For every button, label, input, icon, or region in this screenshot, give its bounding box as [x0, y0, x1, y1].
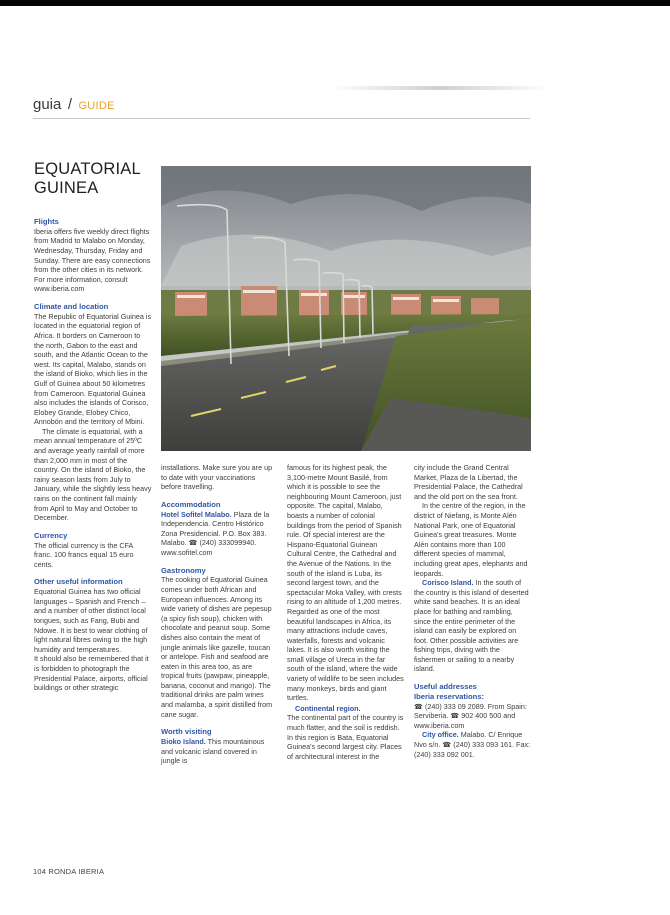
other-info-text-2: It should also be remembered that it is forbidden to photograph the Presidential Palace, airports, official buildings or other strategic	[34, 654, 149, 693]
header-rule	[33, 118, 530, 119]
top-black-bar	[0, 0, 670, 6]
iberia-reservations-heading: Iberia reservations:	[414, 691, 485, 701]
climate-heading: Climate and location	[34, 301, 109, 311]
continental-heading: Continental region.	[295, 703, 361, 713]
city-office-text: Malabo. C/ Enrique Nvo s/n. ☎ (240) 333 093 161. Fax: (240) 333 092 001.	[414, 730, 531, 759]
vaccination-text: installations. Make sure you are up to date with your vaccinations before travelling.	[161, 463, 273, 492]
useful-addresses-heading: Useful addresses	[414, 682, 477, 692]
column-1	[34, 217, 152, 693]
hotel-name: Hotel Sofitel Malabo.	[161, 509, 232, 519]
other-info-text-1: Equatorial Guinea has two official languages – Spanish and French – and a number of other distinct local tongues, such as Fang, Bubi and Ndowe. It is best to wear clothing of light natural fibres owing to the high humidity and temperatures.	[34, 587, 148, 654]
hotel-details: Plaza de la Independencia. Centro Histórico Zona Presidencial. P.O. Box 383. Malabo. ☎ (240) 333099940. www.sofitel.com	[161, 509, 270, 557]
street-photo	[161, 166, 531, 451]
bioko-heading: Bioko Island.	[161, 737, 206, 747]
page-fold-shadow	[330, 86, 550, 90]
page-title: EQUATORIAL GUINEA	[34, 160, 141, 197]
continental-text: The continental part of the country is much flatter, and the soil is reddish. In this region is Bata, Equatorial Guinea's second largest city. Places of architectural interest in the	[287, 713, 404, 761]
section-label-en: GUIDE	[78, 100, 115, 112]
bioko-continued-text: famous for its highest peak, the 3,100-metre Mount Basilé, from which it is possible to see the neighbouring Mount Cameroon, just opposite. The capital, Malabo, boasts a number of colonial buildings from the period of Spanish rule. Of special interest are the Hispano-Equatorial Guinean Cultural Centre, the Cathedral and the Avenue of the Nations. In the south of the island is Luba, its second largest town, and the spectacular Moka Valley, with crests rising to an altitude of 1,200 metres. Regarded as one of the most beautiful landscapes in Africa, its many attractions include caves, waterfalls, forests and volcanic lakes. It is also worth visiting the small village of Ureca in the far south of the island, where the wide variety of wildlife to be seen includes many monkeys, birds and giant turtles.	[287, 463, 404, 703]
section-label: guia	[33, 96, 62, 113]
worth-visiting-heading: Worth visiting	[161, 727, 212, 737]
gastronomy-text: The cooking of Equatorial Guinea comes under both African and European influences. Among its wide variety of dishes are pepesup (a spicy fish soup), chicken with chocolate and peanut soup. Some dishes also contain the meat of jungle animals like gazelle, toucan or antelope. Fish and seafood are eaten in this area too, as are tropical fruits (pawpaw, pineapple, banana, coconut and mango). The traditional drinks are palm wines and malamba, a spirit distilled from cane sugar.	[161, 575, 273, 719]
climate-text-1: The Republic of Equatorial Guinea is located in the equatorial region of Africa. It borders on Cameroon to the north, Gabon to the east and south, and the Atlantic Ocean to the west. Its capital, Malabo, stands on the island of Bioko, which lies in the Gulf of Guinea about 50 kilometres from Cameroon. Equatorial Guinea also includes the islands of Corisco, Elobey Grande, Elobey Chico, Annobón and the territory of Mbini.	[34, 311, 152, 427]
currency-heading: Currency	[34, 530, 68, 540]
niefang-text: In the centre of the region, in the district of Niefang, is Monte Alén National Park, one of Equatorial Guinea's great treasures. Monte Alén contains more than 100 different species of mammal, including great apes, elephants and leopards.	[414, 501, 528, 578]
flights-heading: Flights	[34, 217, 59, 226]
column-2	[161, 463, 276, 766]
section-separator: /	[67, 96, 72, 113]
other-info-heading: Other useful information	[34, 577, 123, 587]
climate-text-2: The climate is equatorial, with a mean annual temperature of 25ºC and average yearly rainfall of more than 2,000 mm in most of the country. On the island of Bioko, the rainy season lasts from July to January, while the slightly less heavy rains on the continent fall mainly from April to May and October to December.	[34, 426, 152, 523]
gastronomy-heading: Gastronomy	[161, 565, 206, 575]
bata-text: city include the Grand Central Market, Plaza de la Libertad, the Presidential Palace, the Cathedral and the old port on the sea front.	[414, 463, 523, 501]
column-3	[287, 463, 404, 761]
corisco-text: In the south of the country is this island of deserted white sand beaches. It is an ideal place for bathing and rambling, since the entire perimeter of the island can easily be explored on foot. Other possible activities are fishing trips, diving with the fishermen or sailing to a nearby island.	[414, 578, 529, 674]
bioko-text: This mountainous and volcanic island covered in jungle is	[161, 737, 265, 766]
page-footer: 104 RONDA IBERIA	[33, 867, 105, 876]
currency-text: The official currency is the CFA franc. 100 francs equal 15 euro cents.	[34, 540, 134, 569]
column-4	[414, 463, 531, 759]
corisco-heading: Corisco Island.	[422, 578, 474, 588]
flights-text: Iberia offers five weekly direct flights from Madrid to Malabo on Monday, Wednesday, Thursday, Friday and Sunday. There are easy connections from the other cities in its network. For more information, consult www.iberia.com	[34, 226, 151, 294]
section-header	[33, 96, 115, 114]
iberia-reservations-text: ☎ (240) 333 09 2089. From Spain: Serviberia. ☎ 902 400 500 and www.iberia.com	[414, 701, 527, 730]
city-office-heading: City office.	[422, 730, 459, 740]
accommodation-heading: Accommodation	[161, 499, 221, 509]
